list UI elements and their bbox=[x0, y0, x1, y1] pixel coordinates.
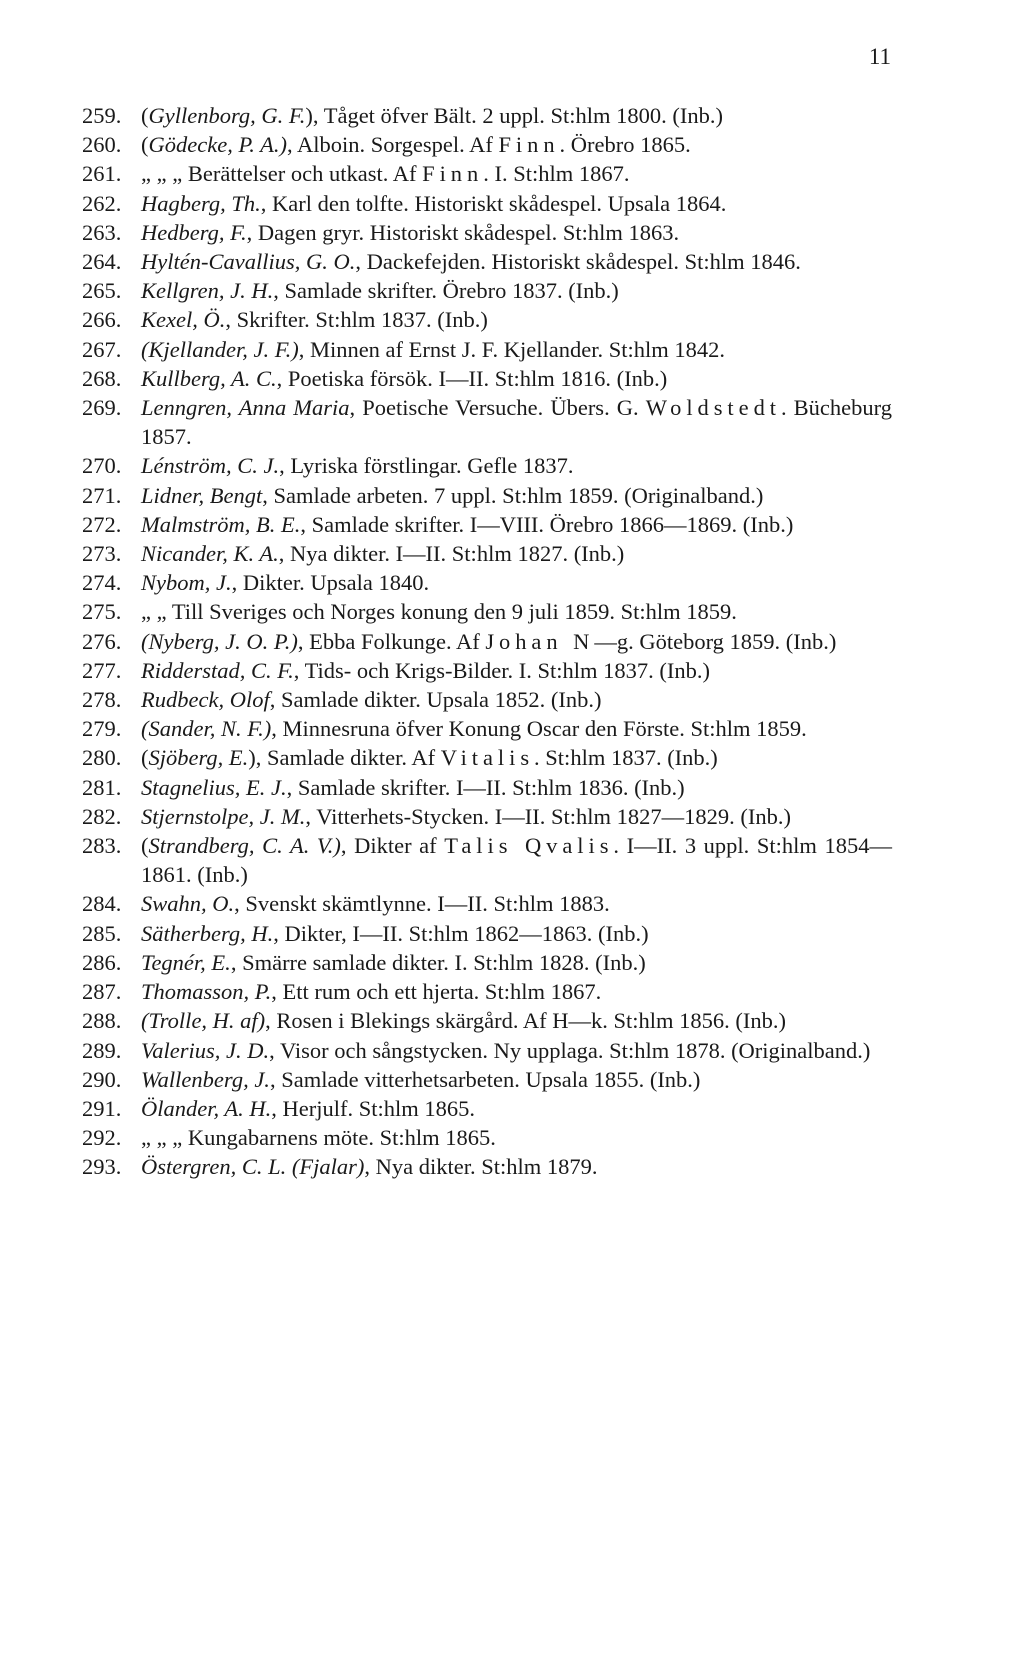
entry-text-post: . I. St:hlm 1867. bbox=[483, 161, 630, 187]
entry-number: 278. bbox=[82, 687, 122, 713]
list-item bbox=[82, 101, 892, 130]
entry-author: Sätherberg, H. bbox=[141, 920, 274, 946]
list-item bbox=[82, 1123, 892, 1152]
list-item bbox=[82, 247, 892, 276]
list-item bbox=[82, 919, 892, 948]
entry-number: 270. bbox=[82, 453, 122, 479]
list-item bbox=[82, 831, 892, 889]
entry-text: , Samlade skrifter. I—VIII. Örebro 1866—1869. (Inb.) bbox=[300, 511, 794, 537]
list-item bbox=[82, 977, 892, 1006]
list-item bbox=[82, 189, 892, 218]
entry-number: 260. bbox=[82, 132, 122, 158]
entry-spaced-name: Finn bbox=[498, 132, 560, 158]
entry-number: 287. bbox=[82, 979, 122, 1005]
entry-number: 293. bbox=[82, 1154, 122, 1180]
entry-number: 286. bbox=[82, 949, 122, 975]
entry-number: 291. bbox=[82, 1095, 122, 1121]
entry-number: 284. bbox=[82, 891, 122, 917]
entry-text: ), Tåget öfver Bält. 2 uppl. St:hlm 1800. (Inb.) bbox=[305, 103, 724, 128]
entry-author: (Sander, N. F.) bbox=[141, 716, 272, 742]
entry-text: , Svenskt skämtlynne. I—II. St:hlm 1883. bbox=[234, 891, 610, 917]
list-item bbox=[82, 889, 892, 918]
list-item bbox=[82, 130, 892, 159]
entry-number: 273. bbox=[82, 541, 122, 567]
list-item bbox=[82, 1152, 892, 1181]
entry-text: , Skrifter. St:hlm 1837. (Inb.) bbox=[225, 307, 488, 333]
entry-number: 264. bbox=[82, 249, 122, 275]
list-item bbox=[82, 656, 892, 685]
entry-author: Wallenberg, J. bbox=[141, 1066, 270, 1092]
entry-author: Tegnér, E. bbox=[141, 949, 231, 975]
entry-spaced-name: Vitalis bbox=[440, 745, 535, 771]
entry-author: Lidner, Bengt bbox=[141, 482, 263, 508]
entry-prefix: ( bbox=[141, 132, 149, 158]
entry-author: Ölander, A. H. bbox=[141, 1095, 272, 1121]
list-item bbox=[82, 364, 892, 393]
entry-text: , Herjulf. St:hlm 1865. bbox=[271, 1095, 475, 1121]
entry-number: 274. bbox=[82, 570, 122, 596]
list-item bbox=[82, 743, 892, 772]
entry-text: , Lyriska förstlingar. Gefle 1837. bbox=[279, 453, 574, 479]
list-item bbox=[82, 539, 892, 568]
entry-text: , Tids- och Krigs-Bilder. I. St:hlm 1837. (Inb.) bbox=[293, 657, 710, 683]
entry-text: , Ett rum och ett hjerta. St:hlm 1867. bbox=[271, 979, 602, 1005]
entry-text-post: . I—II. 3 uppl. St:hlm 1854—1861. (Inb.) bbox=[141, 833, 892, 888]
entry-text: , Vitterhets-Stycken. I—II. St:hlm 1827—1829. (Inb.) bbox=[305, 803, 792, 829]
entry-text: , Karl den tolfte. Historiskt skådespel. Upsala 1864. bbox=[260, 190, 727, 216]
list-item bbox=[82, 218, 892, 247]
list-item bbox=[82, 1065, 892, 1094]
entry-author: Kullberg, A. C. bbox=[141, 365, 277, 391]
entry-spaced-name: Talis Qvalis bbox=[444, 833, 614, 859]
list-item bbox=[82, 510, 892, 539]
list-item bbox=[82, 802, 892, 831]
entry-spaced-name: Finn bbox=[422, 161, 484, 187]
entry-author: Östergren, C. L. (Fjalar) bbox=[141, 1154, 365, 1180]
entry-number: 269. bbox=[82, 395, 122, 421]
entry-spaced-name: Johan N bbox=[485, 628, 595, 654]
entry-author: Nicander, K. A. bbox=[141, 541, 279, 567]
entry-number: 276. bbox=[82, 628, 122, 654]
entry-number: 292. bbox=[82, 1125, 122, 1151]
entry-text: , Smärre samlade dikter. I. St:hlm 1828. (Inb.) bbox=[230, 949, 646, 975]
list-item bbox=[82, 1094, 892, 1123]
entry-text: „ „ „ Berättelser och utkast. Af bbox=[141, 161, 423, 187]
entry-author: Sjöberg, E. bbox=[148, 745, 249, 771]
entry-number: 281. bbox=[82, 774, 122, 800]
entry-text: , Ebba Folkunge. Af bbox=[297, 628, 486, 654]
entry-text: , Samlade vitterhetsarbeten. Upsala 1855. (Inb.) bbox=[269, 1066, 701, 1092]
entry-number: 275. bbox=[82, 599, 122, 625]
entry-number: 259. bbox=[82, 103, 122, 128]
entry-author: Thomasson, P. bbox=[141, 979, 272, 1005]
entry-number: 277. bbox=[82, 657, 122, 683]
entry-text: , Dagen gryr. Historiskt skådespel. St:hlm 1863. bbox=[246, 219, 680, 245]
entry-author: Malmström, B. E. bbox=[141, 511, 301, 537]
entry-author: Kellgren, J. H. bbox=[141, 278, 274, 304]
list-item bbox=[82, 393, 892, 451]
entry-number: 261. bbox=[82, 161, 122, 187]
entry-author: Nybom, J. bbox=[141, 570, 232, 596]
entry-prefix: ( bbox=[141, 833, 149, 859]
entry-number: 266. bbox=[82, 307, 122, 333]
entry-text: , Samlade skrifter. I—II. St:hlm 1836. (Inb.) bbox=[286, 774, 685, 800]
list-item bbox=[82, 597, 892, 626]
entry-author: (Nyberg, J. O. P.) bbox=[141, 628, 298, 654]
entry-text: , Visor och sångstycken. Ny upplaga. St:hlm 1878. (Originalband.) bbox=[269, 1037, 871, 1063]
entry-author: Ridderstad, C. F. bbox=[141, 657, 294, 683]
list-item bbox=[82, 568, 892, 597]
entry-text: , Nya dikter. St:hlm 1879. bbox=[364, 1154, 598, 1180]
entry-text: , Samlade dikter. Upsala 1852. (Inb.) bbox=[269, 687, 602, 713]
entry-text: , Alboin. Sorgespel. Af bbox=[287, 132, 499, 158]
entry-text-post: —g. Göteborg 1859. (Inb.) bbox=[594, 628, 837, 654]
entry-text: , Nya dikter. I—II. St:hlm 1827. (Inb.) bbox=[278, 541, 625, 567]
entry-number: 285. bbox=[82, 920, 122, 946]
list-item bbox=[82, 1036, 892, 1065]
list-item bbox=[82, 451, 892, 480]
entry-number: 263. bbox=[82, 219, 122, 245]
entry-text: , Minnesruna öfver Konung Oscar den Förste. St:hlm 1859. bbox=[271, 716, 807, 742]
entry-text: , Rosen i Blekings skärgård. Af H—k. St:hlm 1856. (Inb.) bbox=[265, 1008, 786, 1034]
entry-text: , Dikter, I—II. St:hlm 1862—1863. (Inb.) bbox=[273, 920, 649, 946]
list-item bbox=[82, 773, 892, 802]
entry-text: , Dikter af bbox=[340, 833, 445, 859]
entry-text: , Samlade skrifter. Örebro 1837. (Inb.) bbox=[273, 278, 619, 304]
list-item bbox=[82, 159, 892, 188]
list-item bbox=[82, 335, 892, 364]
entry-text: , Minnen af Ernst J. F. Kjellander. St:hlm 1842. bbox=[298, 336, 725, 362]
entry-text: , Dikter. Upsala 1840. bbox=[231, 570, 430, 596]
entry-number: 262. bbox=[82, 190, 122, 216]
entry-prefix: ( bbox=[141, 103, 149, 128]
list-item bbox=[82, 685, 892, 714]
entry-author: Swahn, O. bbox=[141, 891, 235, 917]
entry-author: (Kjellander, J. F.) bbox=[141, 336, 299, 362]
entry-author: Stjernstolpe, J. M. bbox=[141, 803, 306, 829]
list-item bbox=[82, 948, 892, 977]
entry-number: 283. bbox=[82, 833, 122, 859]
entry-author: Gyllenborg, G. F. bbox=[148, 103, 306, 128]
page-number: 11 bbox=[868, 44, 891, 69]
entry-spaced-name: Woldstedt bbox=[645, 395, 781, 421]
entry-number: 268. bbox=[82, 365, 122, 391]
entry-text-post: . Bücheburg 1857. bbox=[141, 395, 892, 450]
entry-author: Valerius, J. D. bbox=[141, 1037, 270, 1063]
entry-author: Rudbeck, Olof bbox=[141, 687, 270, 713]
entry-number: 282. bbox=[82, 803, 122, 829]
entry-text: ), Samlade dikter. Af bbox=[248, 745, 441, 771]
entry-number: 280. bbox=[82, 745, 122, 771]
entry-number: 271. bbox=[82, 482, 122, 508]
list-item bbox=[82, 627, 892, 656]
entry-prefix: ( bbox=[141, 745, 149, 771]
entry-text: , Dackefejden. Historiskt skådespel. St:hlm 1846. bbox=[355, 249, 801, 275]
entry-author: Lénström, C. J. bbox=[141, 453, 280, 479]
entry-number: 288. bbox=[82, 1008, 122, 1034]
entry-author: Hagberg, Th. bbox=[141, 190, 261, 216]
entry-text: , Poetische Versuche. Übers. G. bbox=[349, 395, 646, 421]
entry-number: 279. bbox=[82, 716, 122, 742]
list-item bbox=[82, 714, 892, 743]
entry-author: (Trolle, H. af) bbox=[141, 1008, 266, 1034]
entry-text: , Samlade arbeten. 7 uppl. St:hlm 1859. (Originalband.) bbox=[262, 482, 764, 508]
list-item bbox=[82, 276, 892, 305]
entry-author: Stagnelius, E. J. bbox=[141, 774, 287, 800]
entry-text-post: . St:hlm 1837. (Inb.) bbox=[534, 745, 718, 771]
entry-number: 265. bbox=[82, 278, 122, 304]
entry-author: Strandberg, C. A. V.) bbox=[148, 833, 341, 859]
entry-author: Hedberg, F. bbox=[141, 219, 247, 245]
entry-number: 272. bbox=[82, 511, 122, 537]
entry-text: , Poetiska försök. I—II. St:hlm 1816. (Inb.) bbox=[276, 365, 668, 391]
entry-number: 267. bbox=[82, 336, 122, 362]
list-item bbox=[82, 305, 892, 334]
entry-text: „ „ Till Sveriges och Norges konung den 9 juli 1859. St:hlm 1859. bbox=[141, 599, 737, 625]
entry-author: Lenngren, Anna Maria bbox=[141, 395, 350, 421]
entry-text: „ „ „ Kungabarnens möte. St:hlm 1865. bbox=[141, 1125, 496, 1151]
bibliography-list bbox=[82, 101, 892, 1182]
entry-text-post: . Örebro 1865. bbox=[559, 132, 691, 158]
entry-number: 289. bbox=[82, 1037, 122, 1063]
entry-author: Kexel, Ö. bbox=[141, 307, 226, 333]
entry-number: 290. bbox=[82, 1066, 122, 1092]
list-item bbox=[82, 481, 892, 510]
list-item bbox=[82, 1006, 892, 1035]
entry-author: Hyltén-Cavallius, G. O. bbox=[141, 249, 356, 275]
entry-author: Gödecke, P. A.) bbox=[148, 132, 287, 158]
